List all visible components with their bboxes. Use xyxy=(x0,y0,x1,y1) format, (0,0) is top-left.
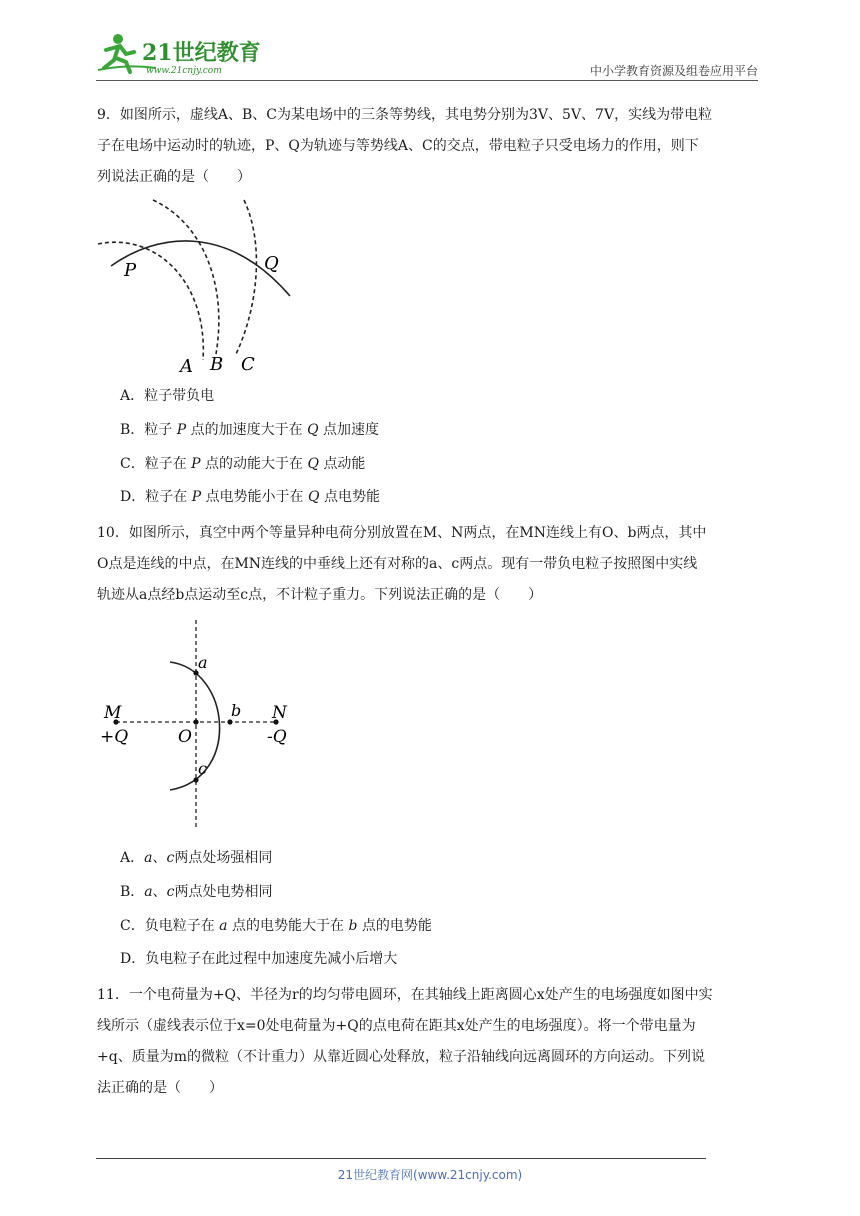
header-platform-text: 中小学教育资源及组卷应用平台 xyxy=(589,64,758,78)
q10-stem xyxy=(97,518,765,611)
equipotential-a xyxy=(98,242,203,360)
label-m: M xyxy=(104,703,122,723)
label-q: Q xyxy=(264,253,279,274)
equipotential-b xyxy=(153,200,219,354)
logo-text: 21世纪教育 xyxy=(142,40,261,66)
footer-site-link[interactable]: 21世纪教育网(www.21cnjy.com) xyxy=(337,1168,523,1182)
q10-stem-line: 10．如图所示，真空中两个等量异种电荷分别放置在M、N两点，在MN连线上有O、b两点，其中 xyxy=(97,525,707,541)
q11-stem xyxy=(97,980,765,1104)
point-b xyxy=(227,719,232,724)
point-c xyxy=(193,777,198,782)
q9-stem-line: 9．如图所示，虚线A、B、C为某电场中的三条等势线，其电势分别为3V、5V、7V，实线为带电粒 xyxy=(97,107,713,123)
page-header xyxy=(96,30,758,80)
q11-stem-line: 法正确的是（ ） xyxy=(97,1080,223,1096)
label-o: O xyxy=(178,727,192,747)
q11-stem-line: 11．一个电荷量为+Q、半径为r的均匀带电圆环，在其轴线上距离圆心x处产生的电场强度如图中实 xyxy=(97,987,713,1003)
label-b: B xyxy=(210,354,224,375)
label-c: C xyxy=(241,354,255,375)
q10-option-d: D．负电粒子在此过程中加速度先减小后增大 xyxy=(120,951,398,967)
particle-trajectory xyxy=(170,662,220,790)
footer-divider xyxy=(96,1158,706,1159)
q9-stem-line: 列说法正确的是（ ） xyxy=(97,169,251,185)
q10-stem-line: O点是连线的中点，在MN连线的中垂线上还有对称的a、c两点。现有一带负电粒子按照图中实线 xyxy=(97,556,698,572)
q10-option-a: A．a、c两点处场强相同 xyxy=(120,850,273,866)
q10-stem-line: 轨迹从a点经b点运动至c点，不计粒子重力。下列说法正确的是（ ） xyxy=(97,587,543,603)
q9-stem xyxy=(97,100,765,193)
q9-figure xyxy=(96,192,306,377)
label-plus-q: +Q xyxy=(100,727,129,747)
label-p: P xyxy=(124,260,137,281)
q9-option-d: D．粒子在 P 点电势能小于在 Q 点电势能 xyxy=(120,489,380,505)
q9-option-b: B．粒子 P 点的加速度大于在 Q 点加速度 xyxy=(120,422,380,438)
label-c: c xyxy=(198,759,207,778)
q9-stem-line: 子在电场中运动时的轨迹，P、Q为轨迹与等势线A、C的交点，带电粒子只受电场力的作用，则下 xyxy=(97,138,699,154)
label-a: A xyxy=(180,356,193,377)
q10-option-b: B．a、c两点处电势相同 xyxy=(120,884,273,900)
label-a: a xyxy=(198,653,208,672)
q10-figure xyxy=(96,618,306,830)
q11-stem-line: 线所示（虚线表示位于x=0处电荷量为+Q的点电荷在距其x处产生的电场强度）。将一个带电量为 xyxy=(97,1018,696,1034)
label-minus-q: -Q xyxy=(267,727,287,747)
q10-option-c: C．负电粒子在 a 点的电势能大于在 b 点的电势能 xyxy=(120,918,432,934)
label-n: N xyxy=(272,703,287,723)
point-o xyxy=(193,719,198,724)
q9-option-c: C．粒子在 P 点的动能大于在 Q 点动能 xyxy=(120,456,366,472)
q9-option-a: A．粒子带负电 xyxy=(120,388,215,404)
equipotential-c xyxy=(236,200,256,354)
label-b: b xyxy=(231,701,242,720)
q11-stem-line: +q、质量为m的微粒（不计重力）从靠近圆心处释放，粒子沿轴线向远离圆环的方向运动。下列说 xyxy=(97,1049,705,1065)
site-logo xyxy=(96,30,266,76)
logo-url: www.21cnjy.com xyxy=(146,66,222,76)
header-divider xyxy=(96,80,758,81)
